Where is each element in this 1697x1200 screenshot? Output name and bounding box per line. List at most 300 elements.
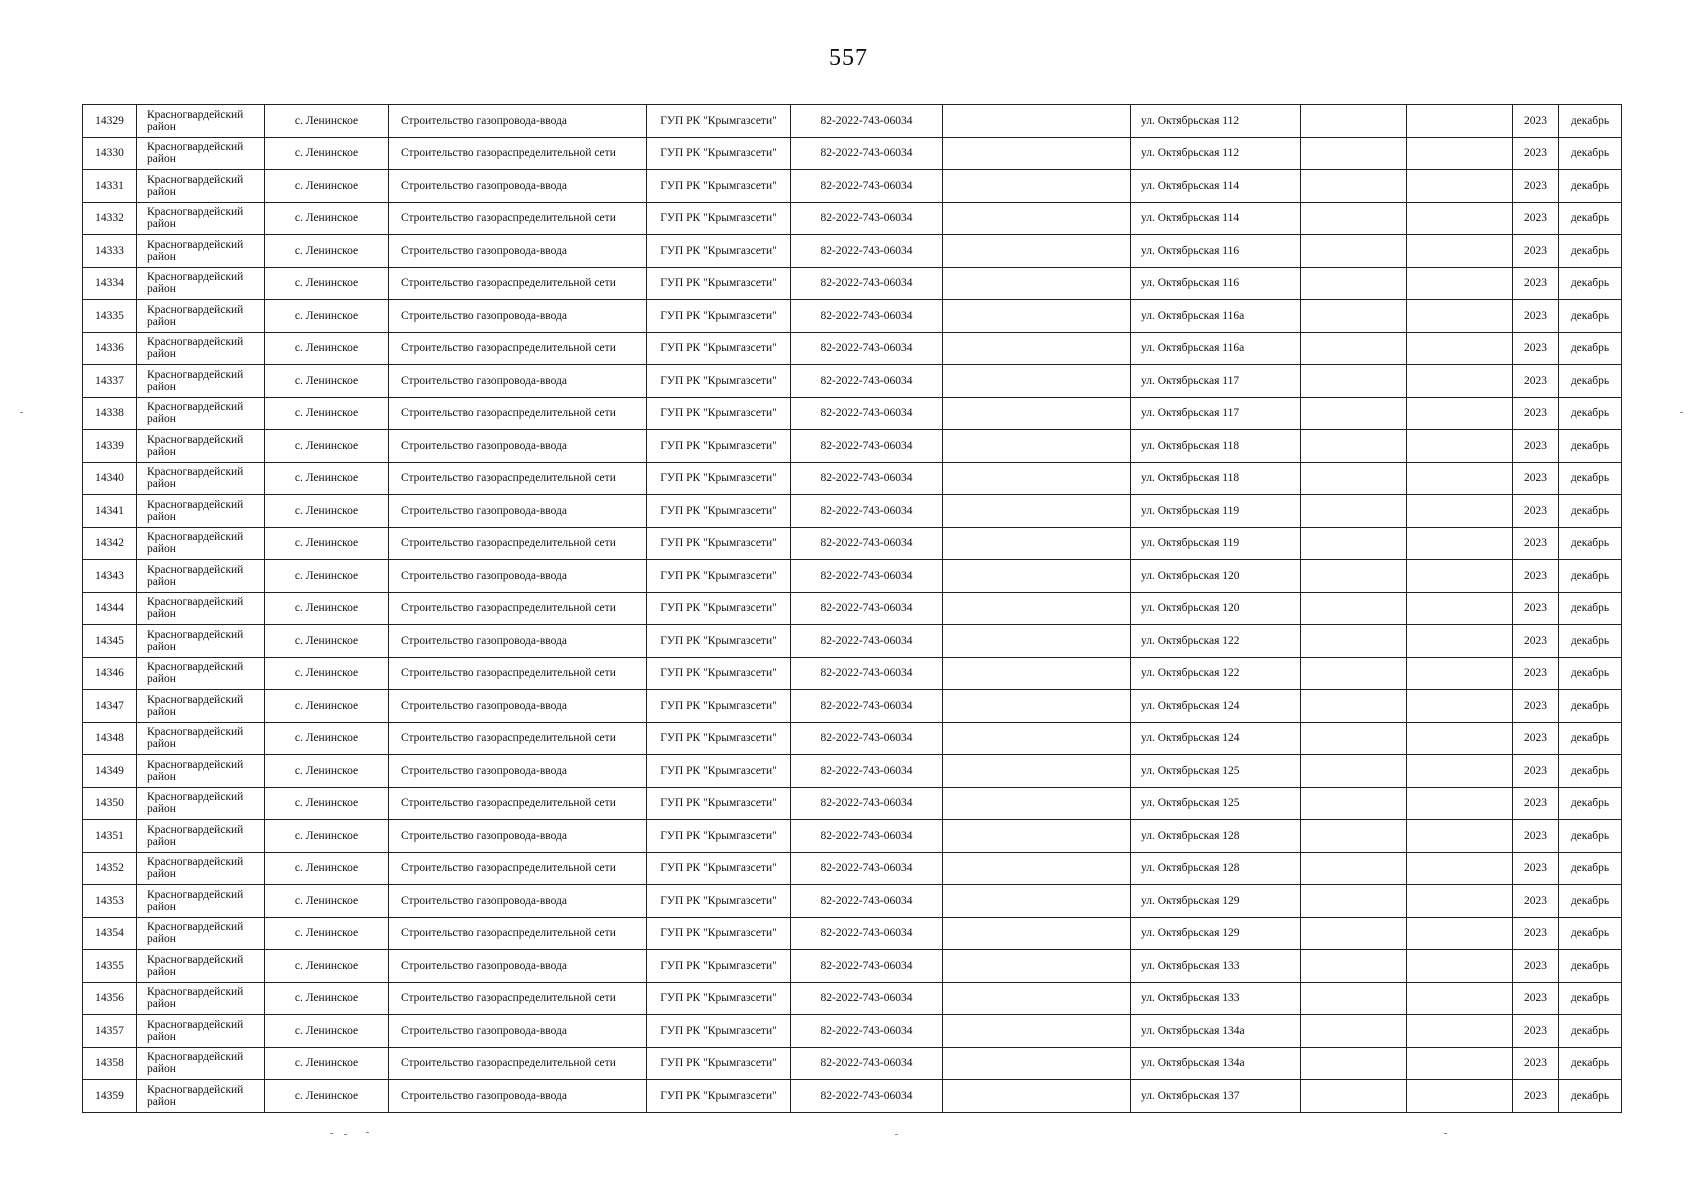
- cell-month: декабрь: [1559, 852, 1622, 885]
- cell-year: 2023: [1513, 462, 1559, 495]
- cell-district: Красногвардейский район: [137, 755, 265, 788]
- cell-year: 2023: [1513, 1047, 1559, 1080]
- cell-code: 82-2022-743-06034: [791, 755, 943, 788]
- table-row: [83, 657, 1622, 690]
- table-row: [83, 495, 1622, 528]
- cell-empty: [1301, 560, 1407, 593]
- cell-settlement: с. Ленинское: [265, 657, 389, 690]
- cell-settlement: с. Ленинское: [265, 755, 389, 788]
- cell-work-type: Строительство газопровода-ввода: [389, 495, 647, 528]
- cell-month: декабрь: [1559, 332, 1622, 365]
- cell-year: 2023: [1513, 755, 1559, 788]
- table-row: [83, 755, 1622, 788]
- cell-work-type: Строительство газораспределительной сети: [389, 722, 647, 755]
- cell-organization: ГУП РК "Крымгазсети": [647, 267, 791, 300]
- cell-work-type: Строительство газопровода-ввода: [389, 1080, 647, 1113]
- cell-empty: [1301, 982, 1407, 1015]
- cell-street: ул. Октябрьская 116: [1131, 267, 1301, 300]
- cell-number: 14352: [83, 852, 137, 885]
- cell-month: декабрь: [1559, 917, 1622, 950]
- cell-work-type: Строительство газопровода-ввода: [389, 365, 647, 398]
- cell-empty: [1301, 137, 1407, 170]
- cell-empty: [1301, 527, 1407, 560]
- cell-code: 82-2022-743-06034: [791, 885, 943, 918]
- cell-street: ул. Октябрьская 129: [1131, 917, 1301, 950]
- cell-code: 82-2022-743-06034: [791, 332, 943, 365]
- cell-year: 2023: [1513, 332, 1559, 365]
- cell-empty: [943, 755, 1131, 788]
- cell-number: 14340: [83, 462, 137, 495]
- cell-number: 14349: [83, 755, 137, 788]
- cell-organization: ГУП РК "Крымгазсети": [647, 170, 791, 203]
- cell-month: декабрь: [1559, 105, 1622, 138]
- cell-empty: [943, 1080, 1131, 1113]
- cell-code: 82-2022-743-06034: [791, 495, 943, 528]
- cell-settlement: с. Ленинское: [265, 527, 389, 560]
- cell-settlement: с. Ленинское: [265, 202, 389, 235]
- cell-organization: ГУП РК "Крымгазсети": [647, 235, 791, 268]
- cell-empty: [1407, 657, 1513, 690]
- cell-number: 14359: [83, 1080, 137, 1113]
- cell-month: декабрь: [1559, 137, 1622, 170]
- cell-organization: ГУП РК "Крымгазсети": [647, 137, 791, 170]
- table-row: [83, 787, 1622, 820]
- cell-settlement: с. Ленинское: [265, 852, 389, 885]
- cell-empty: [1301, 170, 1407, 203]
- cell-organization: ГУП РК "Крымгазсети": [647, 397, 791, 430]
- cell-code: 82-2022-743-06034: [791, 787, 943, 820]
- cell-empty: [943, 202, 1131, 235]
- cell-settlement: с. Ленинское: [265, 137, 389, 170]
- cell-empty: [943, 820, 1131, 853]
- cell-year: 2023: [1513, 787, 1559, 820]
- cell-settlement: с. Ленинское: [265, 722, 389, 755]
- cell-work-type: Строительство газопровода-ввода: [389, 950, 647, 983]
- cell-number: 14355: [83, 950, 137, 983]
- cell-month: декабрь: [1559, 365, 1622, 398]
- cell-work-type: Строительство газораспределительной сети: [389, 267, 647, 300]
- cell-year: 2023: [1513, 852, 1559, 885]
- cell-empty: [1301, 625, 1407, 658]
- cell-code: 82-2022-743-06034: [791, 852, 943, 885]
- cell-settlement: с. Ленинское: [265, 365, 389, 398]
- cell-empty: [943, 885, 1131, 918]
- cell-number: 14329: [83, 105, 137, 138]
- cell-street: ул. Октябрьская 119: [1131, 495, 1301, 528]
- cell-street: ул. Октябрьская 112: [1131, 105, 1301, 138]
- cell-settlement: с. Ленинское: [265, 787, 389, 820]
- cell-settlement: с. Ленинское: [265, 917, 389, 950]
- cell-code: 82-2022-743-06034: [791, 592, 943, 625]
- cell-number: 14338: [83, 397, 137, 430]
- cell-empty: [943, 137, 1131, 170]
- cell-code: 82-2022-743-06034: [791, 300, 943, 333]
- cell-empty: [1407, 527, 1513, 560]
- cell-street: ул. Октябрьская 118: [1131, 462, 1301, 495]
- cell-empty: [1301, 950, 1407, 983]
- cell-empty: [943, 235, 1131, 268]
- cell-street: ул. Октябрьская 124: [1131, 722, 1301, 755]
- cell-district: Красногвардейский район: [137, 1047, 265, 1080]
- cell-empty: [1301, 430, 1407, 463]
- cell-code: 82-2022-743-06034: [791, 235, 943, 268]
- cell-district: Красногвардейский район: [137, 787, 265, 820]
- cell-organization: ГУП РК "Крымгазсети": [647, 495, 791, 528]
- cell-month: декабрь: [1559, 592, 1622, 625]
- table-row: [83, 982, 1622, 1015]
- cell-year: 2023: [1513, 202, 1559, 235]
- cell-organization: ГУП РК "Крымгазсети": [647, 300, 791, 333]
- cell-street: ул. Октябрьская 134а: [1131, 1015, 1301, 1048]
- cell-year: 2023: [1513, 1015, 1559, 1048]
- cell-street: ул. Октябрьская 116: [1131, 235, 1301, 268]
- cell-organization: ГУП РК "Крымгазсети": [647, 625, 791, 658]
- cell-empty: [1407, 885, 1513, 918]
- cell-street: ул. Октябрьская 120: [1131, 592, 1301, 625]
- cell-empty: [1407, 1015, 1513, 1048]
- cell-code: 82-2022-743-06034: [791, 625, 943, 658]
- cell-street: ул. Октябрьская 117: [1131, 397, 1301, 430]
- cell-empty: [1301, 365, 1407, 398]
- data-table: [82, 104, 1622, 1113]
- cell-empty: [1407, 300, 1513, 333]
- cell-month: декабрь: [1559, 690, 1622, 723]
- cell-month: декабрь: [1559, 300, 1622, 333]
- cell-empty: [943, 462, 1131, 495]
- cell-year: 2023: [1513, 397, 1559, 430]
- cell-settlement: с. Ленинское: [265, 430, 389, 463]
- cell-empty: [943, 982, 1131, 1015]
- cell-organization: ГУП РК "Крымгазсети": [647, 755, 791, 788]
- cell-empty: [943, 332, 1131, 365]
- table-row: [83, 462, 1622, 495]
- cell-empty: [1407, 625, 1513, 658]
- cell-work-type: Строительство газопровода-ввода: [389, 105, 647, 138]
- table-row: [83, 170, 1622, 203]
- cell-organization: ГУП РК "Крымгазсети": [647, 592, 791, 625]
- cell-street: ул. Октябрьская 119: [1131, 527, 1301, 560]
- cell-code: 82-2022-743-06034: [791, 917, 943, 950]
- cell-year: 2023: [1513, 722, 1559, 755]
- cell-number: 14356: [83, 982, 137, 1015]
- cell-year: 2023: [1513, 950, 1559, 983]
- table-row: [83, 267, 1622, 300]
- cell-month: декабрь: [1559, 625, 1622, 658]
- cell-street: ул. Октябрьская 112: [1131, 137, 1301, 170]
- cell-year: 2023: [1513, 267, 1559, 300]
- cell-work-type: Строительство газораспределительной сети: [389, 917, 647, 950]
- cell-month: декабрь: [1559, 982, 1622, 1015]
- cell-work-type: Строительство газопровода-ввода: [389, 235, 647, 268]
- cell-empty: [1407, 267, 1513, 300]
- cell-empty: [1301, 300, 1407, 333]
- cell-district: Красногвардейский район: [137, 592, 265, 625]
- cell-year: 2023: [1513, 560, 1559, 593]
- cell-code: 82-2022-743-06034: [791, 462, 943, 495]
- cell-empty: [943, 690, 1131, 723]
- cell-organization: ГУП РК "Крымгазсети": [647, 852, 791, 885]
- cell-empty: [1407, 137, 1513, 170]
- table-row: [83, 1080, 1622, 1113]
- cell-code: 82-2022-743-06034: [791, 1015, 943, 1048]
- cell-number: 14335: [83, 300, 137, 333]
- table-row: [83, 235, 1622, 268]
- cell-month: декабрь: [1559, 820, 1622, 853]
- table-row: [83, 1047, 1622, 1080]
- cell-month: декабрь: [1559, 202, 1622, 235]
- cell-year: 2023: [1513, 625, 1559, 658]
- cell-empty: [1301, 722, 1407, 755]
- table-row: [83, 300, 1622, 333]
- cell-settlement: с. Ленинское: [265, 332, 389, 365]
- cell-empty: [943, 625, 1131, 658]
- cell-empty: [1407, 755, 1513, 788]
- cell-settlement: с. Ленинское: [265, 1080, 389, 1113]
- cell-empty: [1407, 170, 1513, 203]
- cell-empty: [1407, 202, 1513, 235]
- cell-number: 14341: [83, 495, 137, 528]
- cell-year: 2023: [1513, 917, 1559, 950]
- cell-settlement: с. Ленинское: [265, 560, 389, 593]
- cell-empty: [1407, 690, 1513, 723]
- cell-empty: [1301, 592, 1407, 625]
- cell-number: 14334: [83, 267, 137, 300]
- cell-month: декабрь: [1559, 1015, 1622, 1048]
- cell-work-type: Строительство газопровода-ввода: [389, 625, 647, 658]
- cell-empty: [943, 560, 1131, 593]
- cell-code: 82-2022-743-06034: [791, 137, 943, 170]
- cell-organization: ГУП РК "Крымгазсети": [647, 917, 791, 950]
- cell-settlement: с. Ленинское: [265, 820, 389, 853]
- cell-empty: [943, 527, 1131, 560]
- cell-work-type: Строительство газораспределительной сети: [389, 462, 647, 495]
- cell-code: 82-2022-743-06034: [791, 722, 943, 755]
- cell-empty: [1301, 267, 1407, 300]
- cell-settlement: с. Ленинское: [265, 950, 389, 983]
- cell-empty: [943, 430, 1131, 463]
- cell-street: ул. Октябрьская 124: [1131, 690, 1301, 723]
- cell-code: 82-2022-743-06034: [791, 820, 943, 853]
- cell-empty: [943, 397, 1131, 430]
- cell-district: Красногвардейский район: [137, 495, 265, 528]
- cell-year: 2023: [1513, 657, 1559, 690]
- cell-month: декабрь: [1559, 787, 1622, 820]
- cell-year: 2023: [1513, 527, 1559, 560]
- cell-district: Красногвардейский район: [137, 397, 265, 430]
- cell-code: 82-2022-743-06034: [791, 950, 943, 983]
- cell-organization: ГУП РК "Крымгазсети": [647, 885, 791, 918]
- cell-district: Красногвардейский район: [137, 462, 265, 495]
- cell-work-type: Строительство газораспределительной сети: [389, 852, 647, 885]
- cell-code: 82-2022-743-06034: [791, 267, 943, 300]
- table-row: [83, 137, 1622, 170]
- cell-organization: ГУП РК "Крымгазсети": [647, 657, 791, 690]
- cell-organization: ГУП РК "Крымгазсети": [647, 1080, 791, 1113]
- cell-month: декабрь: [1559, 397, 1622, 430]
- cell-district: Красногвардейский район: [137, 885, 265, 918]
- cell-work-type: Строительство газораспределительной сети: [389, 137, 647, 170]
- cell-organization: ГУП РК "Крымгазсети": [647, 430, 791, 463]
- cell-district: Красногвардейский район: [137, 137, 265, 170]
- cell-empty: [1301, 690, 1407, 723]
- cell-number: 14343: [83, 560, 137, 593]
- table-row: [83, 722, 1622, 755]
- cell-year: 2023: [1513, 1080, 1559, 1113]
- cell-empty: [1407, 430, 1513, 463]
- cell-month: декабрь: [1559, 267, 1622, 300]
- cell-month: декабрь: [1559, 950, 1622, 983]
- cell-empty: [1301, 235, 1407, 268]
- cell-number: 14332: [83, 202, 137, 235]
- cell-year: 2023: [1513, 365, 1559, 398]
- cell-district: Красногвардейский район: [137, 722, 265, 755]
- cell-number: 14350: [83, 787, 137, 820]
- cell-empty: [1407, 950, 1513, 983]
- cell-empty: [943, 722, 1131, 755]
- cell-month: декабрь: [1559, 527, 1622, 560]
- cell-empty: [1407, 462, 1513, 495]
- cell-number: 14347: [83, 690, 137, 723]
- cell-empty: [1407, 820, 1513, 853]
- cell-work-type: Строительство газопровода-ввода: [389, 1015, 647, 1048]
- cell-empty: [943, 1015, 1131, 1048]
- cell-settlement: с. Ленинское: [265, 170, 389, 203]
- cell-street: ул. Октябрьская 134а: [1131, 1047, 1301, 1080]
- cell-street: ул. Октябрьская 120: [1131, 560, 1301, 593]
- cell-empty: [1407, 722, 1513, 755]
- cell-district: Красногвардейский район: [137, 105, 265, 138]
- cell-empty: [943, 950, 1131, 983]
- cell-organization: ГУП РК "Крымгазсети": [647, 787, 791, 820]
- cell-empty: [1407, 787, 1513, 820]
- cell-code: 82-2022-743-06034: [791, 560, 943, 593]
- cell-empty: [1407, 365, 1513, 398]
- cell-month: декабрь: [1559, 1080, 1622, 1113]
- cell-number: 14342: [83, 527, 137, 560]
- cell-district: Красногвардейский район: [137, 365, 265, 398]
- cell-empty: [1407, 235, 1513, 268]
- cell-work-type: Строительство газораспределительной сети: [389, 332, 647, 365]
- cell-number: 14348: [83, 722, 137, 755]
- cell-year: 2023: [1513, 820, 1559, 853]
- cell-code: 82-2022-743-06034: [791, 1080, 943, 1113]
- cell-empty: [1407, 495, 1513, 528]
- cell-number: 14345: [83, 625, 137, 658]
- cell-empty: [943, 592, 1131, 625]
- cell-empty: [943, 852, 1131, 885]
- cell-month: декабрь: [1559, 1047, 1622, 1080]
- cell-empty: [1407, 852, 1513, 885]
- cell-organization: ГУП РК "Крымгазсети": [647, 527, 791, 560]
- cell-district: Красногвардейский район: [137, 982, 265, 1015]
- cell-code: 82-2022-743-06034: [791, 982, 943, 1015]
- cell-number: 14353: [83, 885, 137, 918]
- cell-number: 14357: [83, 1015, 137, 1048]
- cell-street: ул. Октябрьская 122: [1131, 657, 1301, 690]
- cell-month: декабрь: [1559, 755, 1622, 788]
- cell-settlement: с. Ленинское: [265, 690, 389, 723]
- table-body: [83, 105, 1622, 1113]
- table-row: [83, 105, 1622, 138]
- cell-empty: [1301, 917, 1407, 950]
- cell-month: декабрь: [1559, 170, 1622, 203]
- cell-work-type: Строительство газопровода-ввода: [389, 430, 647, 463]
- cell-work-type: Строительство газораспределительной сети: [389, 202, 647, 235]
- cell-empty: [1407, 332, 1513, 365]
- cell-code: 82-2022-743-06034: [791, 365, 943, 398]
- cell-empty: [1407, 1080, 1513, 1113]
- cell-month: декабрь: [1559, 462, 1622, 495]
- cell-district: Красногвардейский район: [137, 950, 265, 983]
- cell-work-type: Строительство газопровода-ввода: [389, 560, 647, 593]
- cell-work-type: Строительство газораспределительной сети: [389, 1047, 647, 1080]
- cell-empty: [1301, 202, 1407, 235]
- cell-street: ул. Октябрьская 116а: [1131, 332, 1301, 365]
- cell-district: Красногвардейский район: [137, 267, 265, 300]
- cell-work-type: Строительство газопровода-ввода: [389, 820, 647, 853]
- cell-year: 2023: [1513, 690, 1559, 723]
- cell-empty: [1301, 852, 1407, 885]
- cell-month: декабрь: [1559, 495, 1622, 528]
- cell-organization: ГУП РК "Крымгазсети": [647, 690, 791, 723]
- cell-district: Красногвардейский район: [137, 1015, 265, 1048]
- table-row: [83, 332, 1622, 365]
- cell-year: 2023: [1513, 592, 1559, 625]
- cell-month: декабрь: [1559, 885, 1622, 918]
- cell-code: 82-2022-743-06034: [791, 690, 943, 723]
- cell-code: 82-2022-743-06034: [791, 430, 943, 463]
- cell-empty: [943, 300, 1131, 333]
- cell-work-type: Строительство газопровода-ввода: [389, 690, 647, 723]
- cell-empty: [943, 917, 1131, 950]
- cell-number: 14333: [83, 235, 137, 268]
- cell-district: Красногвардейский район: [137, 430, 265, 463]
- cell-empty: [943, 267, 1131, 300]
- cell-organization: ГУП РК "Крымгазсети": [647, 365, 791, 398]
- cell-empty: [1301, 820, 1407, 853]
- cell-empty: [1407, 560, 1513, 593]
- cell-year: 2023: [1513, 885, 1559, 918]
- cell-code: 82-2022-743-06034: [791, 105, 943, 138]
- cell-empty: [1407, 917, 1513, 950]
- cell-settlement: с. Ленинское: [265, 397, 389, 430]
- cell-year: 2023: [1513, 495, 1559, 528]
- cell-empty: [1301, 495, 1407, 528]
- cell-work-type: Строительство газораспределительной сети: [389, 982, 647, 1015]
- cell-month: декабрь: [1559, 722, 1622, 755]
- cell-work-type: Строительство газораспределительной сети: [389, 397, 647, 430]
- cell-street: ул. Октябрьская 116а: [1131, 300, 1301, 333]
- cell-number: 14344: [83, 592, 137, 625]
- cell-street: ул. Октябрьская 133: [1131, 950, 1301, 983]
- cell-district: Красногвардейский район: [137, 332, 265, 365]
- cell-district: Красногвардейский район: [137, 170, 265, 203]
- table-row: [83, 625, 1622, 658]
- cell-number: 14336: [83, 332, 137, 365]
- cell-street: ул. Октябрьская 133: [1131, 982, 1301, 1015]
- cell-settlement: с. Ленинское: [265, 1047, 389, 1080]
- table-row: [83, 527, 1622, 560]
- page-number: 557: [829, 45, 868, 71]
- cell-organization: ГУП РК "Крымгазсети": [647, 560, 791, 593]
- cell-year: 2023: [1513, 170, 1559, 203]
- cell-empty: [943, 495, 1131, 528]
- cell-district: Красногвардейский район: [137, 527, 265, 560]
- cell-work-type: Строительство газопровода-ввода: [389, 170, 647, 203]
- cell-empty: [943, 365, 1131, 398]
- cell-district: Красногвардейский район: [137, 625, 265, 658]
- cell-empty: [1407, 105, 1513, 138]
